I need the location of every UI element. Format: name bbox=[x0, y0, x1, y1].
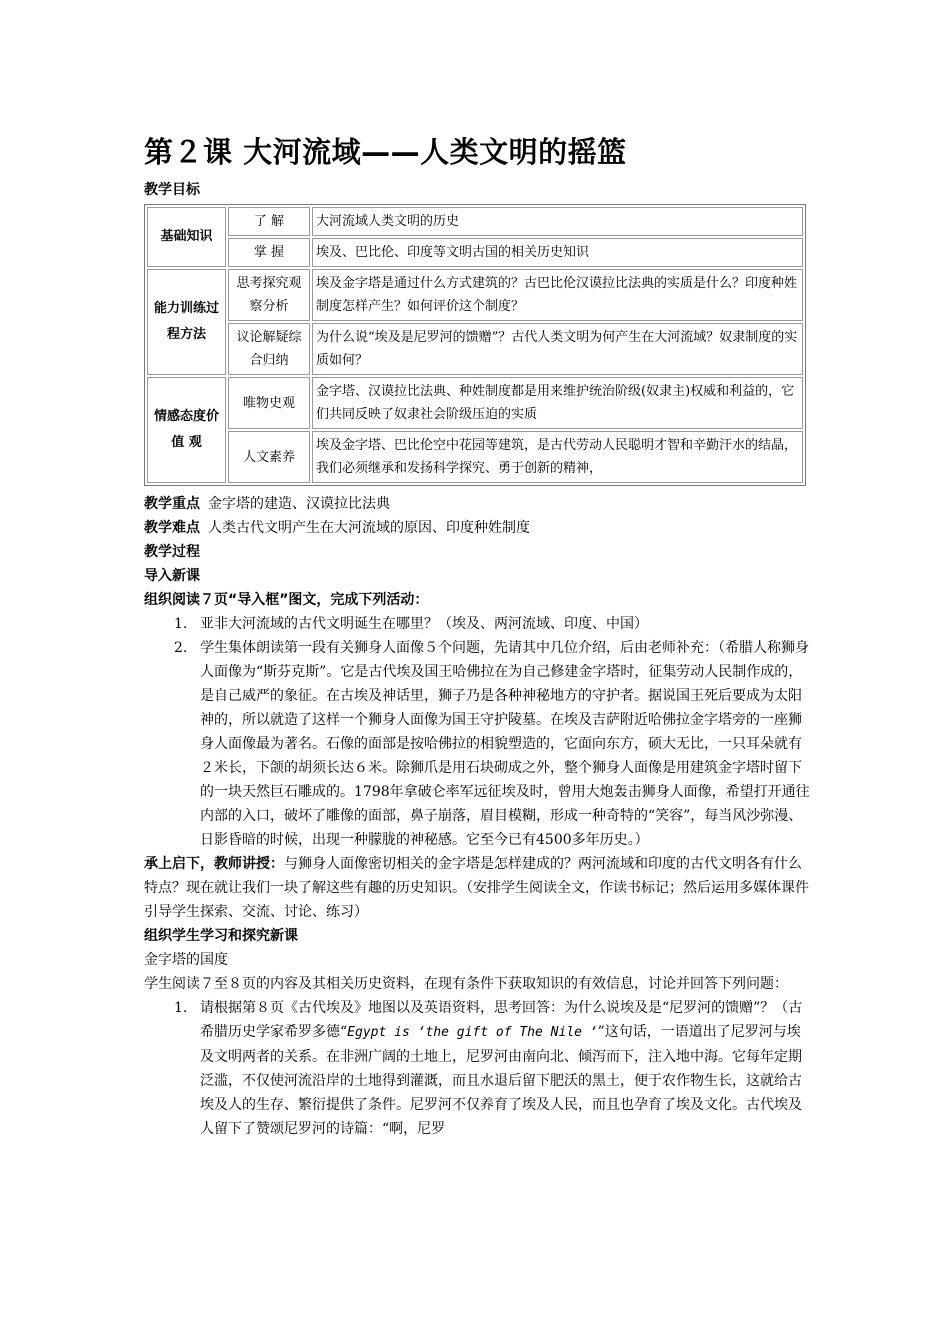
list-item bbox=[144, 636, 814, 852]
section-title: 金字塔的国度 bbox=[144, 952, 228, 968]
english-quote: Egypt is ‘the gift of The Nile ‘ bbox=[347, 1025, 598, 1040]
explore-heading: 组织学生学习和探究新课 bbox=[144, 928, 298, 944]
lesson-title: 第２课 大河流域——人类文明的摇篮 bbox=[144, 135, 627, 169]
subcategory-cell: 了 解 bbox=[228, 207, 310, 236]
transition-text: 与狮身人面像密切相关的金字塔是怎样建成的？两河流域和印度的古代文明各有什么特点？现在就让我们一块了解这些有趣的历史知识。（安排学生阅读全文，作读书标记；然后运用多媒体课件引导学生探索、交流、讨论、练习） bbox=[144, 856, 809, 920]
item-text: 亚非大河流域的古代文明诞生在哪里？（埃及、两河流域、印度、中国） bbox=[200, 616, 648, 632]
table-row bbox=[147, 323, 803, 375]
document-page bbox=[144, 128, 814, 1141]
process-heading: 教学过程 bbox=[144, 544, 200, 560]
table-row bbox=[147, 377, 803, 429]
goal-text-cell: 金字塔、汉谟拉比法典、种姓制度都是用来维护统治阶级(奴隶主)权威和利益的，它们共同反映了奴隶社会阶级压迫的实质 bbox=[312, 377, 803, 429]
teaching-goals-table bbox=[144, 204, 806, 486]
difficulty-line bbox=[144, 516, 814, 540]
transition-lead: 承上启下，教师讲授： bbox=[144, 856, 284, 872]
subcategory-cell: 唯物史观 bbox=[228, 377, 310, 429]
intro-heading: 导入新课 bbox=[144, 568, 200, 584]
explore-list bbox=[144, 996, 814, 1141]
list-item bbox=[144, 996, 814, 1141]
difficulty-text: 人类古代文明产生在大河流域的原因、印度种姓制度 bbox=[208, 520, 530, 536]
item-text-continued: ”这句话，一语道出了尼罗河与埃及文明两者的关系。在非洲广阔的土地上，尼罗河由南向北、倾泻而下，注入地中海。它每年定期泛滥，不仅使河流沿岸的土地得到灌溉，而且水退后留下肥沃的黑土，便于农作物生长，这就给古埃及人的生存、繁衍提供了条件。尼罗河不仅养育了埃及人民，而且也孕育了埃及文化。古代埃及人留下了赞颂尼罗河的诗篇：“啊，尼罗 bbox=[200, 1024, 802, 1137]
list-item bbox=[144, 612, 814, 636]
item-number: 1. bbox=[174, 1000, 188, 1016]
item-text: 学生集体朗读第一段有关狮身人面像５个问题，先请其中几位介绍，后由老师补充：（希腊人称狮身人面像为“斯芬克斯”。它是古代埃及国王哈佛拉在为自己修建金字塔时，征集劳动人民制作成的，是自己威严的象征。在古埃及神话里，狮子乃是各种神秘地方的守护者。据说国王死后要成为太阳神的，所以就造了这样一个狮身人面像为国王守护陵墓。在埃及吉萨附近哈佛拉金字塔旁的一座狮身人面像最为著名。石像的面部是按哈佛拉的相貌塑造的，它面向东方，硕大无比，一只耳朵就有２米长，下颌的胡须长达６米。除狮爪是用石块砌成之外，整个狮身人面像是用建筑金字塔时留下的一块天然巨石雕成的。1798年拿破仑率军远征埃及时，曾用大炮轰击狮身人面像，希望打开通往内部的入口，破坏了雕像的面部，鼻子崩落，眉目模糊，形成一种奇特的“笑容”，每当风沙弥漫、日影昏暗的时候，出现一种朦胧的神秘感。它至今已有4500多年历史。） bbox=[200, 640, 810, 848]
section-intro: 学生阅读７至８页的内容及其相关历史资料，在现有条件下获取知识的有效信息，讨论并回答下列问题： bbox=[144, 976, 788, 992]
category-emotion: 情感态度价值 观 bbox=[147, 377, 226, 483]
difficulty-label: 教学难点 bbox=[144, 520, 200, 536]
key-point-label: 教学重点 bbox=[144, 496, 200, 512]
table-row bbox=[147, 269, 803, 321]
table-row bbox=[147, 238, 803, 267]
key-point-text: 金字塔的建造、汉谟拉比法典 bbox=[208, 496, 390, 512]
subcategory-cell: 议论解疑综合归纳 bbox=[228, 323, 310, 375]
goal-text-cell: 埃及、巴比伦、印度等文明古国的相关历史知识 bbox=[312, 238, 803, 267]
reading-heading: 组织阅读７页“导入框”图文，完成下列活动： bbox=[144, 592, 429, 608]
key-point-line bbox=[144, 492, 814, 516]
goals-heading: 教学目标 bbox=[144, 182, 200, 198]
transition-paragraph bbox=[144, 852, 814, 924]
goal-text-cell: 大河流域人类文明的历史 bbox=[312, 207, 803, 236]
goal-text-cell: 为什么说“埃及是尼罗河的馈赠”？古代人类文明为何产生在大河流域？奴隶制度的实质如何？ bbox=[312, 323, 803, 375]
category-basic: 基础知识 bbox=[147, 207, 226, 267]
subcategory-cell: 思考探究观察分析 bbox=[228, 269, 310, 321]
goal-text-cell: 埃及金字塔是通过什么方式建筑的？古巴比伦汉谟拉比法典的实质是什么？印度种姓制度怎样产生？如何评价这个制度？ bbox=[312, 269, 803, 321]
item-number: 1. bbox=[174, 616, 188, 632]
subcategory-cell: 人文素养 bbox=[228, 431, 310, 483]
table-row bbox=[147, 431, 803, 483]
item-number: 2. bbox=[174, 640, 188, 656]
table-row bbox=[147, 207, 803, 236]
goal-text-cell: 埃及金字塔、巴比伦空中花园等建筑，是古代劳动人民聪明才智和辛勤汗水的结晶，我们必须继承和发扬科学探究、勇于创新的精神， bbox=[312, 431, 803, 483]
item-text: 请根据第８页《古代埃及》地图以及英语资料，思考回答：为什么说埃及是“尼罗河的馈赠”？（古希腊历史学家希罗多德“ bbox=[200, 1000, 803, 1040]
subcategory-cell: 掌 握 bbox=[228, 238, 310, 267]
intro-list bbox=[144, 612, 814, 852]
category-ability: 能力训练过程方法 bbox=[147, 269, 226, 375]
